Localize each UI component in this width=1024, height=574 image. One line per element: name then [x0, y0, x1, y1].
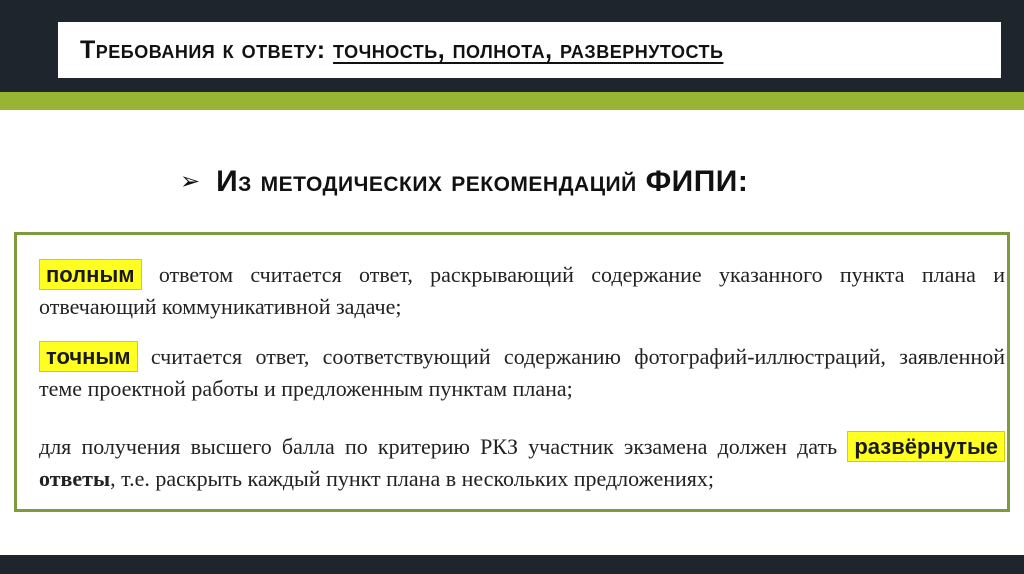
subtitle-text: Из методических рекомендаций ФИПИ: [216, 165, 749, 198]
subtitle [180, 162, 748, 202]
footer-band [0, 555, 1024, 574]
title-underlined: точность, полнота, развернутость [333, 35, 724, 64]
paragraph-detailed-text-after: , т.е. раскрыть каждый пункт плана в нескольких предложениях; [110, 466, 715, 491]
accent-band [0, 92, 1024, 110]
highlight-complete: полным [39, 259, 142, 290]
highlight-detailed: развёрнутые [847, 431, 1005, 462]
paragraph-accurate [39, 341, 1005, 405]
page-title [80, 36, 723, 65]
title-prefix: Требования к ответу: [80, 35, 334, 64]
quote-box [14, 232, 1010, 512]
title-box [58, 22, 1001, 78]
arrow-bullet-icon: ➢ [180, 168, 201, 195]
paragraph-accurate-text: считается ответ, соответствующий содержанию фотографий-иллюстраций, заявленной теме проектной работы и предложенным пунктам плана; [39, 344, 1005, 401]
paragraph-detailed-bold: ответы [39, 466, 111, 491]
paragraph-detailed-text-before: для получения высшего балла по критерию РКЗ участник экзамена должен дать [39, 434, 848, 459]
paragraph-detailed [39, 431, 1005, 495]
paragraph-complete-text: ответом считается ответ, раскрывающий содержание указанного пункта плана и отвечающий коммуникативной задаче; [39, 262, 1005, 319]
highlight-accurate: точным [39, 341, 138, 372]
paragraph-complete [39, 259, 1005, 323]
